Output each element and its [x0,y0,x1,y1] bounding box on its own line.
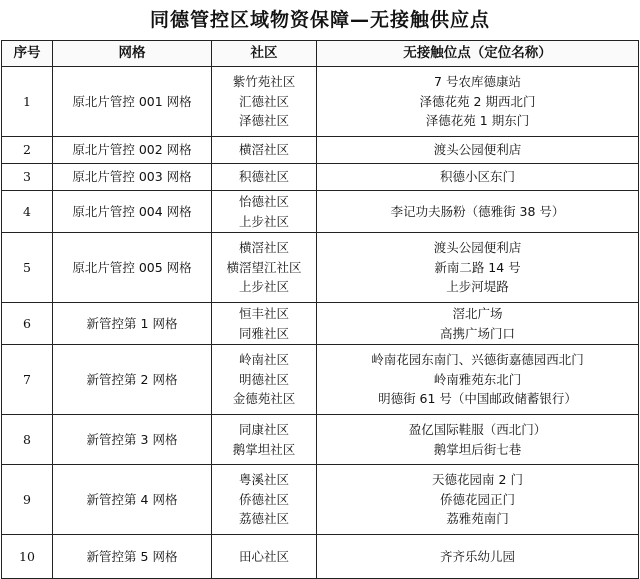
community-name: 上步社区 [238,279,289,295]
grid-name: 新管控第 4 网格 [53,465,212,535]
row-number: 6 [2,303,53,345]
supply-point: 渡头公园便利店 [433,240,522,256]
row-number: 7 [2,345,53,415]
community-cell [212,137,317,164]
supply-point: 高携广场门口 [439,325,515,341]
community-cell [212,303,317,345]
row-number: 10 [2,535,53,579]
community-name: 怡德社区 [238,194,289,209]
supply-point: 上步河堤路 [446,279,509,295]
points-cell [317,303,639,345]
row-number: 4 [2,191,53,233]
table-row [2,465,639,535]
table-row [2,535,639,579]
community-name: 横滘社区 [238,240,289,256]
header-points: 无接触位点（定位名称） [317,41,639,67]
points-cell [317,535,639,579]
grid-name: 原北片管控 004 网格 [53,191,212,233]
row-number: 5 [2,233,53,303]
supply-point: 渡头公园便利店 [433,142,522,158]
supply-point: 岭南花园东南门、兴德街嘉德园西北门 [371,352,584,368]
community-name: 上步社区 [238,213,289,229]
table-row [2,415,639,465]
header-no: 序号 [2,41,53,67]
table-row [2,137,639,164]
supply-point: 明德街 61 号（中国邮政储蓄银行） [378,391,577,407]
supply-point: 鹅掌坦后街七巷 [433,441,522,457]
community-name: 横滘望江社区 [226,259,302,275]
supply-point: 齐齐乐幼儿园 [439,548,515,564]
community-cell [212,535,317,579]
supply-points-table [1,40,639,579]
community-name: 恒丰社区 [238,306,289,321]
row-number: 2 [2,137,53,164]
community-cell [212,233,317,303]
points-cell [317,415,639,465]
table-body [2,67,639,579]
supply-point: 积德小区东门 [439,169,515,185]
community-cell [212,164,317,191]
grid-name: 新管控第 3 网格 [53,415,212,465]
supply-point: 滘北广场 [452,306,503,321]
points-cell [317,191,639,233]
points-cell [317,465,639,535]
table-row [2,233,639,303]
supply-point: 新南二路 14 号 [434,259,521,275]
community-name: 明德社区 [238,371,289,387]
row-number: 9 [2,465,53,535]
supply-point: 李记功夫肠粉（德雅街 38 号） [390,203,565,219]
community-name: 紫竹苑社区 [232,74,296,90]
supply-point: 7 号农库德康站 [434,74,521,90]
points-cell [317,67,639,137]
community-name: 同康社区 [238,422,289,437]
community-name: 岭南社区 [238,352,289,368]
community-name: 泽德社区 [238,113,289,129]
community-name: 荔德社区 [238,511,289,527]
grid-name: 原北片管控 005 网格 [53,233,212,303]
community-name: 鹅掌坦社区 [232,441,296,457]
grid-name: 新管控第 2 网格 [53,345,212,415]
header-grid: 网格 [53,41,212,67]
table-row [2,164,639,191]
table-header-row [2,41,639,67]
supply-point: 盈亿国际鞋服（西北门） [408,422,547,437]
community-name: 积德社区 [238,169,289,185]
supply-point: 侨德花园正门 [439,491,515,507]
grid-name: 原北片管控 001 网格 [53,67,212,137]
community-name: 侨德社区 [238,491,289,507]
grid-name: 原北片管控 002 网格 [53,137,212,164]
community-name: 田心社区 [238,548,289,564]
grid-name: 原北片管控 003 网格 [53,164,212,191]
points-cell [317,137,639,164]
community-name: 同雅社区 [238,325,289,341]
header-community: 社区 [212,41,317,67]
table-row [2,67,639,137]
supply-point: 泽德花苑 1 期东门 [425,113,530,129]
community-cell [212,415,317,465]
community-cell [212,191,317,233]
community-cell [212,67,317,137]
community-cell [212,345,317,415]
community-name: 汇德社区 [238,93,289,109]
supply-point: 岭南雅苑东北门 [433,371,522,387]
community-name: 金德苑社区 [232,391,296,407]
points-cell [317,164,639,191]
row-number: 1 [2,67,53,137]
document-title: 同德管控区域物资保障—无接触供应点 [149,9,490,31]
row-number: 8 [2,415,53,465]
grid-name: 新管控第 1 网格 [53,303,212,345]
table-row [2,191,639,233]
points-cell [317,233,639,303]
table-row [2,303,639,345]
supply-point: 荔雅苑南门 [446,511,509,527]
community-cell [212,465,317,535]
points-cell [317,345,639,415]
supply-point: 天德花园南 2 门 [432,472,523,488]
table-row [2,345,639,415]
supply-point: 泽德花苑 2 期西北门 [419,93,536,109]
community-name: 粤溪社区 [238,472,289,488]
row-number: 3 [2,164,53,191]
community-name: 横滘社区 [238,142,289,158]
grid-name: 新管控第 5 网格 [53,535,212,579]
